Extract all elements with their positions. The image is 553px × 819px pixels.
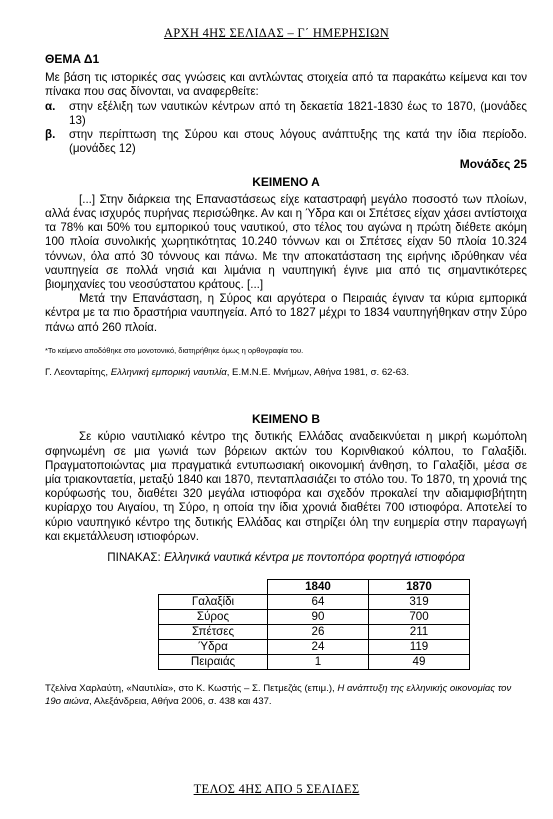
text-b-paragraph: Σε κύριο ναυτιλιακό κέντρο της δυτικής Ελλάδας αναδεικνύεται η μικρή κωμόπολη σφηνωμένη σε μια γωνιά των βόρειων ακτών του Κορινθιακού κόλπου, το Γαλαξίδι. Πραγματοποιώντας μια πραγματικά εντυπωσιακή οικονομική άνθηση, το Γαλαξίδι, μέσα σε μία τριακονταετία, μεταξύ 1840 και 1870, πενταπλασιάζει το στόλο του. Το 1870, τη χρονιά της κορύφωσής του, διαθέτει 320 μεγάλα ιστιοφόρα και σχεδόν προκαλεί την αδιαμφισβήτητη κυρίαρχο του Αιγαίου, τη Σύρο, η οποία την ίδια χρονιά διαθέτει 700 ιστιοφόρα. Αποτελεί το κύριο ναυπηγικό κέντρο της δυτικής Ελλάδας και στηρίζει όλη την ευημερία στην παραγωγή και εκμετάλλευση ιστιοφόρων.: [45, 430, 527, 543]
marks-total: Μονάδες 25: [459, 157, 527, 172]
text-a-source: [45, 366, 527, 380]
table-row: [159, 595, 470, 610]
source-details: , Ε.Μ.Ν.Ε. Μνήμων, Αθήνα 1981, σ. 62-63.: [226, 367, 410, 379]
cell-1870: 700: [369, 610, 470, 625]
cell-1840: 1: [268, 655, 369, 670]
table-caption: [45, 551, 527, 565]
row-name: Σύρος: [159, 610, 268, 625]
ship-centers-table: [158, 579, 470, 670]
row-name: Γαλαξίδι: [159, 595, 268, 610]
cell-1870: 119: [369, 640, 470, 655]
source-author: Τζελίνα Χαρλαύτη, «Ναυτιλία», στο Κ. Κωστής – Σ. Πετμεζάς (επιμ.),: [45, 683, 338, 695]
question-text: στην περίπτωση της Σύρου και στους λόγους ανάπτυξης της κατά την ίδια περίοδο. (μονάδες 12): [69, 128, 527, 156]
question-b: [45, 128, 527, 156]
caption-prefix: ΠΙΝΑΚΑΣ:: [107, 551, 164, 565]
cell-1840: 90: [268, 610, 369, 625]
row-name: Πειραιάς: [159, 655, 268, 670]
document-body: [45, 52, 527, 708]
cell-1870: 319: [369, 595, 470, 610]
cell-1870: 49: [369, 655, 470, 670]
table-row: [159, 610, 470, 625]
row-name: Σπέτσες: [159, 625, 268, 640]
table-row: [159, 625, 470, 640]
source-details: , Αλεξάνδρεια, Αθήνα 2006, σ. 438 και 437.: [89, 695, 272, 707]
source-title: Ελληνική εμπορική ναυτιλία: [110, 367, 227, 379]
column-header: 1840: [268, 580, 369, 595]
text-a-paragraph-2: Μετά την Επανάσταση, η Σύρος και αργότερα ο Πειραιάς έγιναν τα κύρια εμπορικά κέντρα με τα πιο δραστήρια ναυπηγεία. Από το 1827 μέχρι το 1834 ναυπηγήθηκαν στην Σύρο πάνω από 260 πλοία.: [45, 292, 527, 334]
intro-text: Με βάση τις ιστορικές σας γνώσεις και αντλώντας στοιχεία από τα παρακάτω κείμενα και τον πίνακα που σας δίνονται, να αναφερθείτε:: [45, 71, 527, 99]
source-author: Γ. Λεονταρίτης,: [45, 367, 111, 379]
question-label: α.: [45, 99, 56, 113]
cell-1870: 211: [369, 625, 470, 640]
source-title: Η ανάπτυξη της ελληνικής οικονομίας τον 19ο αιώνα: [45, 683, 512, 707]
text-b-title: ΚΕΙΜΕΝΟ Β: [251, 412, 320, 427]
text-a-title: ΚΕΙΜΕΝΟ Α: [252, 174, 320, 189]
text-a-paragraph-1: [...] Στην διάρκεια της Επαναστάσεως είχε καταστραφή μεγάλο ποσοστό των πλοίων, αλλά ένας ισχυρός πυρήνας περισώθηκε. Αν και η Ύδρα και οι Σπέτσες είχαν χάσει αντίστοιχα τα 78% και 50% του εμπορικού τους ναυτικού, στο τέλος του αγώνα η πρώτη διέθετε ακόμη 100 πλοία συνολικής χωρητικότητας 10.240 τόννων και οι Σπέτσες είχαν 50 πλοία 10.324 τόννων, όλα από 30 τόννους και πάνω. Με την αποκατάσταση της ειρήνης ιδρύθηκαν νέα ναυπηγεία σε πολλά νησιά και λιμάνια η ναυπηγική έγινε μια από τις σημαντικότερες βιομηχανίες του νεοσύστατου κράτους. [...]: [45, 192, 527, 292]
theme-title: ΘΕΜΑ Δ1: [45, 52, 100, 66]
table-source: [45, 683, 527, 708]
text-a-note: *Το κείμενο αποδόθηκε στο μονοτονικό, διατηρήθηκε όμως η ορθογραφία του.: [45, 345, 304, 355]
cell-1840: 26: [268, 625, 369, 640]
row-name: Ύδρα: [159, 640, 268, 655]
cell-1840: 64: [268, 595, 369, 610]
question-text: στην εξέλιξη των ναυτικών κέντρων από τη δεκαετία 1821-1830 έως το 1870, (μονάδες 13): [69, 99, 527, 127]
table-header-row: [159, 580, 470, 595]
column-header: 1870: [369, 580, 470, 595]
cell-1840: 24: [268, 640, 369, 655]
table-row: [159, 640, 470, 655]
page-header: ΑΡΧΗ 4ΗΣ ΣΕΛΙΔΑΣ – Γ΄ ΗΜΕΡΗΣΙΩΝ: [163, 26, 390, 40]
question-a: [45, 100, 527, 128]
table-corner-cell: [159, 580, 268, 595]
page-footer: ΤΕΛΟΣ 4ΗΣ ΑΠΟ 5 ΣΕΛΙΔΕΣ: [193, 782, 360, 796]
caption-title: Ελληνικά ναυτικά κέντρα με ποντοπόρα φορτηγά ιστιοφόρα: [164, 551, 465, 565]
question-label: β.: [45, 128, 56, 142]
table-row: [159, 655, 470, 670]
